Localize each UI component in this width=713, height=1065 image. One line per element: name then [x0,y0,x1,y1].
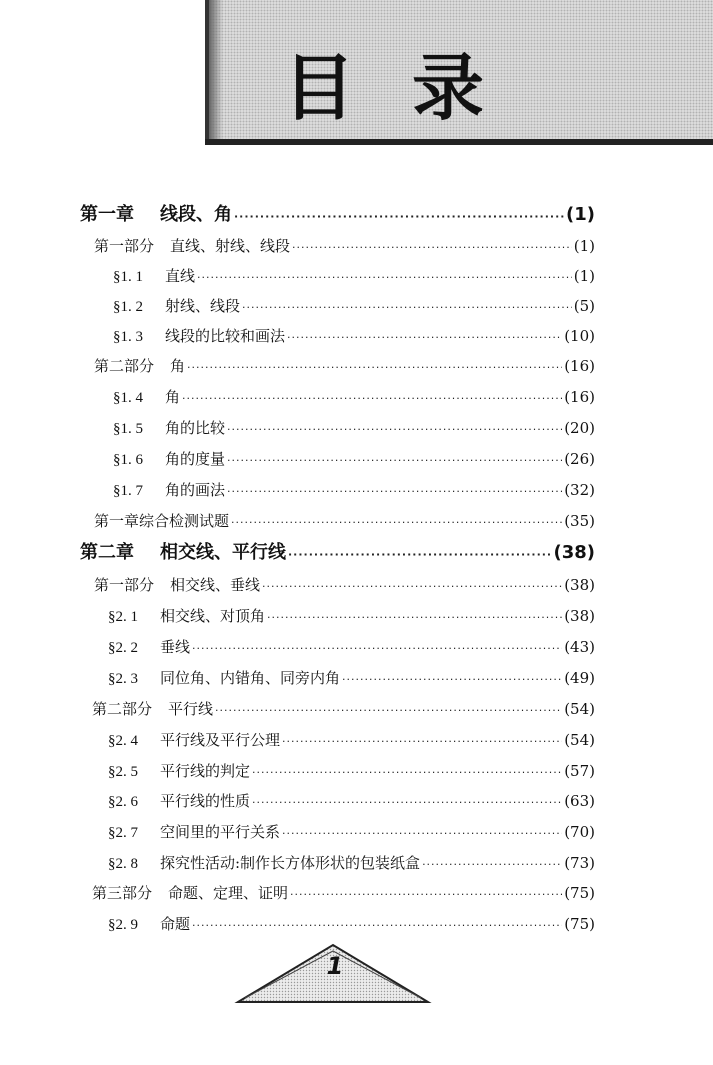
toc-section[interactable] [113,415,595,441]
banner-shadow [209,0,223,139]
toc-part[interactable] [94,572,595,598]
section-number: §2. 4 [108,733,138,749]
dot-leader [262,574,562,600]
page-ref: (35) [564,512,595,530]
page-ref: (1) [566,204,595,225]
page-ref: (16) [564,357,595,375]
section-title: 角的比较 [165,419,226,437]
section-title: 同位角、内错角、同旁内角 [160,669,341,687]
dot-leader [287,325,562,351]
part-number: 第二部分 [92,700,153,718]
section-title: 相交线、对顶角 [160,607,266,625]
dot-leader [192,913,562,939]
toc-section[interactable] [108,665,595,691]
section-title: 探究性活动:制作长方体形状的包装纸盒 [160,854,421,872]
toc-summary[interactable] [94,508,595,534]
dot-leader [242,295,572,321]
toc-section[interactable] [113,446,595,472]
section-title: 射线、线段 [165,297,241,315]
section-title: 角的画法 [165,481,226,499]
toc-section[interactable] [113,293,595,319]
chapter-title: 线段、角 [160,204,232,225]
toc-section[interactable] [108,634,595,660]
part-number: 第一部分 [94,576,155,594]
dot-leader [234,204,564,230]
page-ref: (75) [564,915,595,933]
section-number: §1. 1 [113,269,143,285]
toc-section[interactable] [108,911,595,937]
section-number: §2. 6 [108,794,138,810]
summary-title: 第一章综合检测试题 [94,512,230,530]
toc-section[interactable] [108,788,595,814]
section-title: 平行线及平行公理 [160,731,281,749]
page-ref: (43) [564,638,595,656]
page-ref: (54) [564,700,595,718]
toc-section[interactable] [113,477,595,503]
page-ref: (73) [564,854,595,872]
section-number: §2. 8 [108,856,138,872]
dot-leader [231,510,562,536]
toc-part[interactable] [94,233,595,259]
section-number: §2. 1 [108,609,138,625]
dot-leader [288,542,551,568]
section-number: §2. 2 [108,640,138,656]
section-number: §1. 7 [113,483,143,499]
section-title: 空间里的平行关系 [160,823,281,841]
dot-leader [192,636,562,662]
dot-leader [282,821,562,847]
page-number: 1 [326,952,344,980]
toc-part[interactable] [94,353,595,379]
section-number: §1. 2 [113,299,143,315]
dot-leader [227,479,562,505]
page-ref: (75) [564,884,595,902]
toc-part[interactable] [92,880,595,906]
page-ref: (10) [564,327,595,345]
toc-chapter-1[interactable] [80,202,595,228]
section-number: §2. 3 [108,671,138,687]
part-title: 相交线、垂线 [170,576,261,594]
page-ref: (1) [573,267,595,285]
dot-leader [282,729,562,755]
page-title-char-2: 录 [412,46,485,130]
dot-leader [342,667,562,693]
toc-section[interactable] [113,384,595,410]
page-ref: (32) [564,481,595,499]
section-number: §2. 7 [108,825,138,841]
toc-chapter-2[interactable] [80,540,595,566]
part-title: 平行线 [168,700,214,718]
page-ref: (16) [564,388,595,406]
section-number: §2. 5 [108,764,138,780]
dot-leader [290,882,562,908]
page-ref: (5) [573,297,595,315]
toc-section[interactable] [108,758,595,784]
section-number: §1. 5 [113,421,143,437]
part-title: 角 [170,357,186,375]
page-ref: (49) [564,669,595,687]
dot-leader [252,790,562,816]
dot-leader [197,265,572,291]
page-ref: (38) [553,542,595,563]
toc-section[interactable] [108,819,595,845]
page-ref: (70) [564,823,595,841]
part-title: 直线、射线、线段 [170,237,291,255]
section-title: 角 [165,388,181,406]
page-ref: (54) [564,731,595,749]
part-number: 第一部分 [94,237,155,255]
chapter-number: 第一章 [80,204,134,225]
page-ref: (1) [573,237,595,255]
page-ref: (38) [564,607,595,625]
chapter-number: 第二章 [80,542,134,563]
dot-leader [422,852,562,878]
toc-section[interactable] [113,323,595,349]
chapter-title: 相交线、平行线 [160,542,286,563]
part-number: 第三部分 [92,884,153,902]
section-title: 直线 [165,267,196,285]
section-number: §2. 9 [108,917,138,933]
dot-leader [292,235,572,261]
dot-leader [182,386,562,412]
section-title: 垂线 [160,638,191,656]
toc-part[interactable] [92,696,595,722]
page-ref: (57) [564,762,595,780]
dot-leader [227,417,562,443]
dot-leader [252,760,562,786]
page-ref: (38) [564,576,595,594]
toc-section[interactable] [108,603,595,629]
page-title-char-1: 目 [283,46,356,130]
toc-section[interactable] [108,727,595,753]
dot-leader [267,605,562,631]
section-title: 平行线的性质 [160,792,251,810]
section-title: 命题 [160,915,191,933]
section-title: 线段的比较和画法 [165,327,286,345]
dot-leader [187,355,562,381]
dot-leader [215,698,562,724]
section-title: 平行线的判定 [160,762,251,780]
page-ref: (26) [564,450,595,468]
section-number: §1. 3 [113,329,143,345]
part-number: 第二部分 [94,357,155,375]
section-title: 角的度量 [165,450,226,468]
page-ref: (63) [564,792,595,810]
toc-section[interactable] [113,263,595,289]
toc-section[interactable] [108,850,595,876]
section-number: §1. 4 [113,390,143,406]
page-ref: (20) [564,419,595,437]
section-number: §1. 6 [113,452,143,468]
dot-leader [227,448,562,474]
part-title: 命题、定理、证明 [168,884,289,902]
